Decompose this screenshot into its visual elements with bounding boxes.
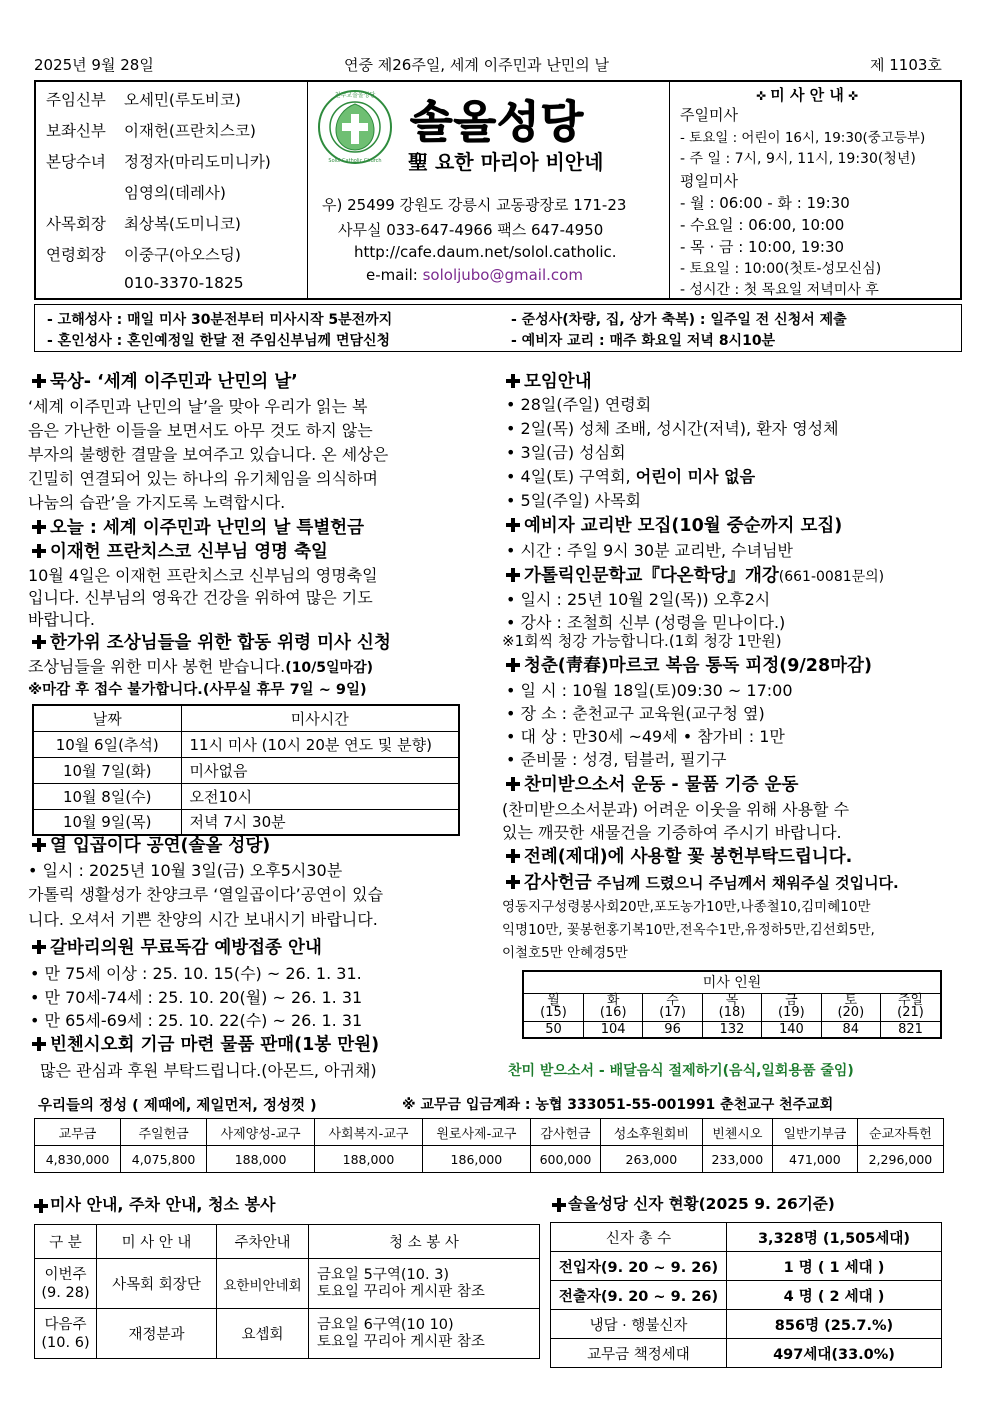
parish-email-line (366, 266, 583, 284)
service-row: 다음주 (10. 6) 재정분과 요셉회 금요일 6구역(10 10) 토요일 꾸리아 게시판 참조 (35, 1309, 540, 1359)
mass-line: - 주 일 : 7시, 9시, 11시, 19:30(청년) (680, 151, 916, 167)
concert-heading: 열 입곱이다 공연(솔올 성당) (32, 832, 270, 857)
email-link[interactable]: sololjubo@gmail.com (422, 266, 583, 284)
memorial-mass-text: 조상님들을 위한 미사 봉헌 받습니다.(10/5일마감) (28, 657, 373, 676)
flower-heading: 전례(제대)에 사용할 꽃 봉헌부탁드립니다. (506, 843, 852, 868)
meeting-item: • 28일(주일) 연령회 (506, 395, 652, 414)
youth-text: • 대 상 : 만30세 ~49세 • 참가비 : 1만 (506, 727, 785, 746)
cross-bullet-icon (32, 1037, 46, 1051)
staff-row: 주임신부 오세민(루도비코) (46, 91, 241, 109)
offering-title: 우리들의 정성 ( 제때에, 제일먼저, 정성껏 ) (38, 1098, 317, 1114)
top-line (34, 54, 956, 78)
table-header-row (33, 705, 459, 731)
cross-bullet-icon (32, 838, 46, 852)
meeting-item: • 4일(토) 구역회, 어린이 미사 없음 (506, 467, 756, 486)
meeting-item: • 2일(목) 성체 조배, 성시간(저녁), 환자 영성체 (506, 419, 839, 438)
vincent-heading: 빈첸시오회 기금 마련 물품 판매(1봉 만원) (32, 1031, 379, 1056)
praise-heading: 찬미받으소서 운동 - 물품 기증 운동 (506, 771, 798, 796)
special-offering-heading: 오늘 : 세계 이주민과 난민의 날 특별헌금 (32, 514, 364, 539)
staff-row: 보좌신부 이재헌(프란치스코) (46, 122, 256, 140)
praise-text: 있는 깨끗한 새물건을 기증하여 주시기 바랍니다. (502, 823, 842, 842)
table-row: 10월 9일(목) 저녁 7시 30분 (33, 809, 459, 835)
meditation-text: 부자의 불행한 결말을 보여주고 있습니다. 온 세상은 (28, 445, 389, 464)
vincent-text: 많은 관심과 후원 부탁드립니다.(아몬드, 아귀채) (40, 1061, 377, 1080)
mass-line: - 토요일 : 어린이 16시, 19:30(중고등부) (680, 130, 926, 146)
vaccine-text: • 만 65세-69세 : 25. 10. 22(수) ~ 26. 1. 31 (30, 1011, 363, 1030)
concert-text: 니다. 오셔서 기쁜 찬양의 시간 보내시기 바랍니다. (28, 910, 378, 929)
cross-bullet-icon (32, 940, 46, 954)
cross-bullet-icon (32, 374, 46, 388)
feast-heading: 이재헌 프란치스코 신부님 영명 축일 (32, 538, 328, 563)
members-heading: 솔올성당 신자 현황(2025 9. 26기준) (552, 1192, 835, 1214)
school-heading: 가톨릭인문학교『다온학당』개강(661-0081문의) (506, 562, 884, 587)
parish-address: 우) 25499 강원도 강릉시 교동광장로 171-23 (322, 196, 627, 214)
offering-table (34, 1118, 944, 1173)
thanks-heading: 감사헌금 주님께 드렸으니 주님께서 채워주실 것입니다. (506, 869, 899, 894)
staff-row: 010-3370-1825 (124, 274, 244, 292)
issue-date: 2025년 9월 28일 (34, 56, 154, 74)
mass-line: - 수요일 : 06:00, 10:00 (680, 216, 845, 234)
issue-title: 연중 제26주일, 세계 이주민과 난민의 날 (344, 56, 610, 74)
concert-text: 가톨릭 생활성가 찬양크루 ‘열일곱이다’공연이 있습 (28, 885, 384, 904)
meditation-text: 음은 가난한 이들을 보면서도 아무 것도 하지 않는 (28, 421, 373, 440)
staff-row: 연령회장 이중구(아오스딩) (46, 246, 241, 264)
mass-line: - 토요일 : 10:00(첫토-성모신심) (680, 261, 882, 277)
mass-schedule (670, 82, 960, 298)
attendance-values-row: 50 104 96 132 140 84 821 (523, 1021, 941, 1038)
cross-bullet-icon (32, 520, 46, 534)
school-text: • 강사 : 조철희 신부 (성령을 믿나이다.) (506, 613, 786, 632)
meditation-text: 나눔의 습관’을 가지도록 노력합시다. (28, 493, 286, 512)
svg-text:천주교솔올성당: 천주교솔올성당 (334, 92, 376, 99)
thanks-text: 이철호5만 안혜경5만 (502, 945, 628, 961)
cross-bullet-icon (32, 544, 46, 558)
youth-text: • 준비물 : 성경, 텀블러, 필기구 (506, 750, 727, 769)
notice-item: - 예비자 교리 : 매주 화요일 저녁 8시10분 (511, 333, 776, 349)
bulletin-header (34, 80, 962, 300)
offering-value-row: 4,830,000 4,075,800 188,000 188,000 186,000 600,000 263,000 233,000 471,000 2,296,000 (35, 1146, 944, 1173)
eco-note: 찬미 받으소서 - 배달음식 절제하기(음식,일회용품 줄임) (508, 1063, 854, 1079)
service-head-row: 구 분 미 사 안 내 주차안내 청 소 봉 사 (35, 1225, 540, 1259)
service-table (34, 1224, 540, 1359)
attendance-title: 미사 인원 (523, 971, 941, 993)
cross-bullet-icon (506, 518, 520, 532)
school-text: ※1회씩 청강 가능합니다.(1회 청강 1만원) (502, 632, 782, 650)
school-text: • 일시 : 25년 10월 2일(목)) 오후2시 (506, 590, 771, 609)
staff-row: 본당수녀 정정자(마리도미니카) (46, 153, 271, 171)
vaccine-text: • 만 70세-74세 : 25. 10. 20(월) ~ 26. 1. 31 (30, 988, 363, 1007)
meeting-item: • 5일(주일) 사목회 (506, 491, 642, 510)
mass-line: 평일미사 (680, 172, 738, 190)
mass-line: 주일미사 (680, 106, 738, 124)
sacrament-notice (34, 304, 962, 352)
meeting-item: • 3일(금) 성심회 (506, 443, 626, 462)
concert-text: • 일시 : 2025년 10월 3일(금) 오후5시30분 (28, 861, 343, 880)
memorial-mass-note: ※마감 후 접수 불가합니다.(사무실 휴무 7일 ~ 9일) (28, 682, 367, 698)
thanks-text: 영동지구성령봉사회20만,포도농가10만,나종철10,김미혜10만 (502, 899, 871, 915)
cross-bullet-icon (506, 658, 520, 672)
mass-line: - 성시간 : 첫 목요일 저녁미사 후 (680, 282, 879, 298)
attendance-days-row: 월 (15) 화 (16) 수 (17) 목 (18) 금 (19) 토 (20) 주일 (21) (523, 993, 941, 1021)
thanks-text: 익명10만, 꽃봉헌홍기복10만,전옥수1만,유정하5만,김선회5만, (502, 922, 875, 938)
members-row: 전출자(9. 20 ~ 9. 26) 4 명 ( 2 세대 ) (551, 1281, 942, 1310)
memorial-mass-heading: 한가위 조상님들을 위한 합동 위령 미사 신청 (32, 629, 391, 654)
table-header: 날짜 (33, 705, 181, 731)
table-row: 10월 6일(추석) 11시 미사 (10시 20분 연도 및 분향) (33, 731, 459, 757)
catechumen-text: • 시간 : 주일 9시 30분 교리반, 수녀님반 (506, 541, 793, 560)
cross-bullet-icon (506, 875, 520, 889)
parish-info (308, 82, 670, 298)
cross-bullet-icon (34, 1199, 46, 1211)
table-header: 미사시간 (181, 705, 459, 731)
table-row: 10월 8일(수) 오전10시 (33, 783, 459, 809)
members-table (550, 1222, 942, 1368)
members-row: 냉담 · 행불신자 856명 (25.7.%) (551, 1310, 942, 1339)
cross-bullet-icon (506, 568, 520, 582)
feast-text: 10월 4일은 이재헌 프란치스코 신부님의 영명축일 (28, 566, 378, 585)
cross-bullet-icon (32, 635, 46, 649)
parish-website[interactable]: http://cafe.daum.net/solol.catholic. (354, 243, 617, 261)
meeting-heading: 모임안내 (506, 368, 592, 393)
issue-number: 제 1103호 (870, 56, 942, 74)
table-row: 10월 7일(화) 미사없음 (33, 757, 459, 783)
staff-list (36, 82, 308, 298)
parish-seal-icon (316, 88, 394, 166)
mass-schedule-title: ✜ 미 사 안 내 ✜ (756, 86, 859, 104)
catechumen-heading: 예비자 교리반 모집(10월 중순까지 모집) (506, 512, 842, 537)
members-row: 신자 총 수 3,328명 (1,505세대) (551, 1223, 942, 1252)
cross-bullet-icon (506, 374, 520, 388)
parish-patron: 聖 요한 마리아 비안네 (408, 150, 604, 174)
cross-bullet-icon (506, 849, 520, 863)
youth-text: • 장 소 : 춘천교구 교육원(교구청 옆) (506, 704, 765, 723)
notice-item: - 혼인성사 : 혼인예정일 한달 전 주임신부님께 면담신청 (47, 333, 391, 349)
offering-account: ※ 교무금 입금계좌 : 농협 333051-55-001991 춘천교구 천주교회 (402, 1097, 834, 1113)
feast-text: 입니다. 신부님의 영육간 건강을 위하여 많은 기도 (28, 588, 373, 607)
youth-text: • 일 시 : 10월 18일(토)09:30 ~ 17:00 (506, 681, 793, 700)
offering-head-row: 교무금 주일헌금 사제양성-교구 사회복지-교구 원로사제-교구 감사헌금 성소후원회비 빈첸시오 일반기부금 순교자특헌 (35, 1119, 944, 1146)
attendance-table (522, 970, 942, 1039)
memorial-mass-table (32, 704, 460, 836)
cross-bullet-icon (506, 777, 520, 791)
praise-text: (찬미받으소서분과) 어려운 이웃을 위해 사용할 수 (502, 800, 850, 819)
mass-line: - 월 : 06:00 - 화 : 19:30 (680, 194, 850, 212)
feast-text: 바랍니다. (28, 610, 95, 629)
parish-phone: 사무실 033-647-4966 팩스 647-4950 (338, 221, 604, 239)
notice-item: - 고해성사 : 매일 미사 30분전부터 미사시작 5분전까지 (47, 312, 393, 328)
service-heading: 미사 안내, 주차 안내, 청소 봉사 (34, 1192, 275, 1215)
parish-name: 솔올성당 (410, 97, 585, 148)
vaccine-text: • 만 75세 이상 : 25. 10. 15(수) ~ 26. 1. 31. (30, 964, 362, 983)
staff-row: 임영의(데레사) (124, 184, 226, 202)
vaccine-heading: 갈바리의원 무료독감 예방접종 안내 (32, 934, 322, 959)
staff-row: 사목회장 최상복(도미니코) (46, 215, 241, 233)
svg-text:Solol Catholic Church: Solol Catholic Church (328, 158, 382, 164)
meditation-heading: 묵상- ‘세계 이주민과 난민의 날’ (32, 368, 298, 393)
members-row: 전입자(9. 20 ~ 9. 26) 1 명 ( 1 세대 ) (551, 1252, 942, 1281)
members-row: 교무금 책정세대 497세대(33.0%) (551, 1339, 942, 1368)
mass-line: - 목 · 금 : 10:00, 19:30 (680, 238, 845, 256)
email-label: e-mail: (366, 266, 423, 284)
meditation-text: ‘세계 이주민과 난민의 날’을 맞아 우리가 읽는 복 (28, 397, 368, 416)
notice-item: - 준성사(차량, 집, 상가 축복) : 일주일 전 신청서 제출 (511, 312, 847, 328)
cross-bullet-icon (552, 1198, 564, 1210)
meditation-text: 긴밀히 연결되어 있는 하나의 유기체임을 의식하며 (28, 469, 379, 488)
service-row: 이번주 (9. 28) 사목회 회장단 요한비안네회 금요일 5구역(10. 3) 토요일 꾸리아 게시판 참조 (35, 1259, 540, 1309)
youth-heading: 청춘(靑春)마르코 복음 통독 피정(9/28마감) (506, 652, 872, 677)
